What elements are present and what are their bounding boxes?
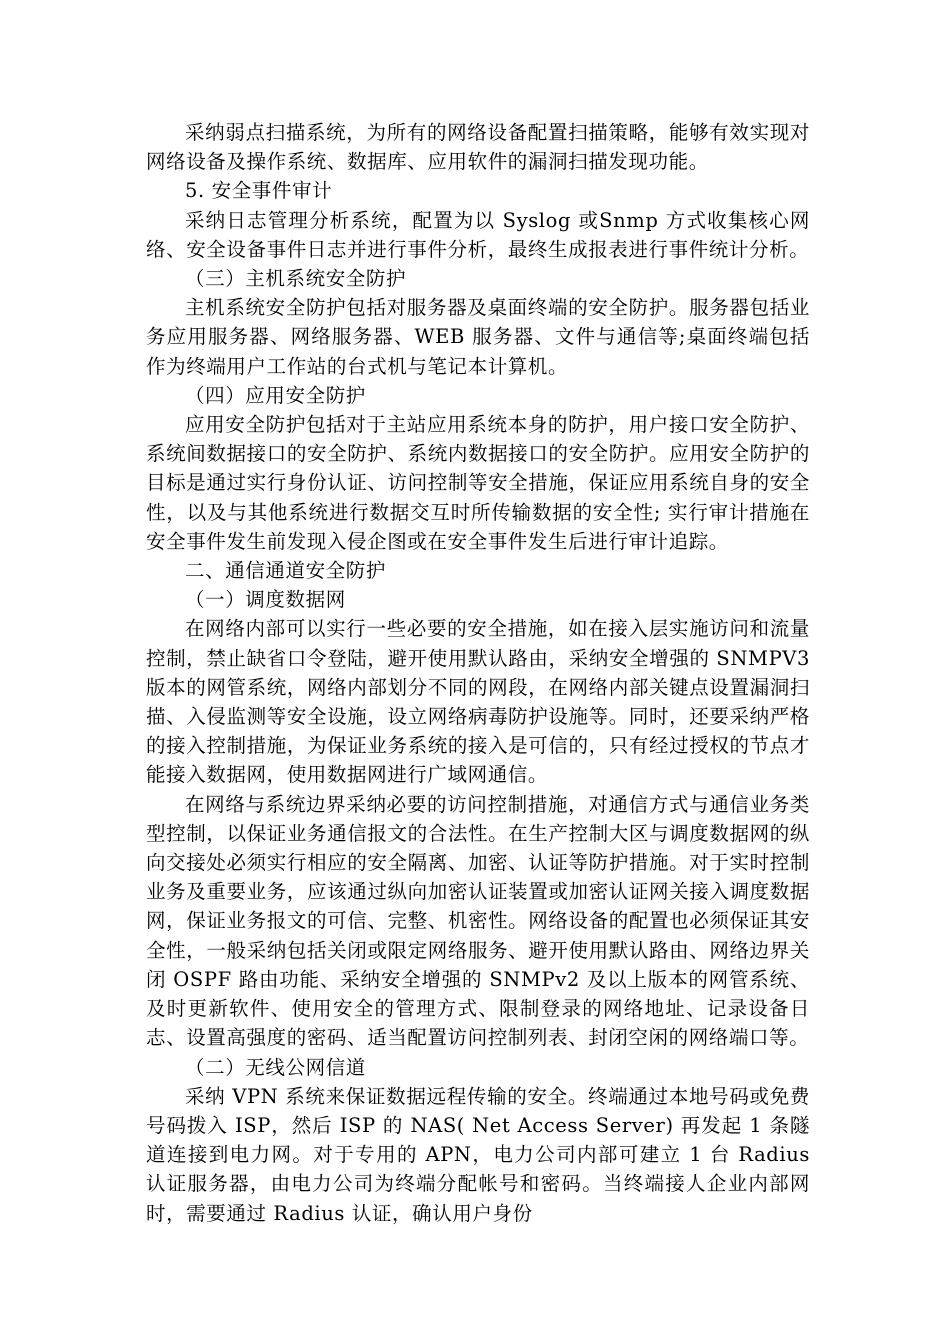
- heading-app-security: （四）应用安全防护: [185, 383, 366, 407]
- paragraph-vuln-scan: 采纳弱点扫描系统，为所有的网络设备配置扫描策略，能够有效实现对网络设备及操作系统、数据库、应用软件的漏洞扫描发现功能。: [146, 121, 810, 174]
- heading-wireless-channel: （二）无线公网信道: [185, 1055, 366, 1079]
- heading-dispatch-network: （一）调度数据网: [185, 588, 346, 612]
- paragraph-app-security: 应用安全防护包括对于主站应用系统本身的防护，用户接口安全防护、系统间数据接口的安全防护、系统内数据接口的安全防护。应用安全防护的目标是通过实行身份认证、访问控制等安全措施，保证应用系统自身的安全性，以及与其他系统进行数据交互时所传输数据的安全性; 实行审计措施在安全事件发生前发现入侵企图或在安全事件发生后进行审计追踪。: [146, 413, 810, 553]
- heading-host-security: （三）主机系统安全防护: [185, 267, 407, 291]
- heading-channel-security: 二、通信通道安全防护: [185, 559, 387, 583]
- heading-security-audit: 5. 安全事件审计: [185, 179, 333, 203]
- paragraph-host-security: 主机系统安全防护包括对服务器及桌面终端的安全防护。服务器包括业务应用服务器、网络服务器、WEB 服务器、文件与通信等;桌面终端包括作为终端用户工作站的台式机与笔记本计算机。: [146, 296, 810, 378]
- paragraph-vpn: 采纳 VPN 系统来保证数据远程传输的安全。终端通过本地号码或免费号码拨入 ISP，然后 ISP 的 NAS( Net Access Server) 再发起 1 条隧道连接到电力网。对于专用的 APN，电力公司内部可建立 1 台 Radius 认证服务器，由电力公司为终端分配帐号和密码。当终端接人企业内部网时，需要通过 Radius 认证，确认用户身份: [146, 1084, 810, 1225]
- paragraph-log-analysis: 采纳日志管理分析系统，配置为以 Syslog 或Snmp 方式收集核心网络、安全设备事件日志并进行事件分析，最终生成报表进行事件统计分析。: [146, 208, 810, 261]
- paragraph-boundary-control: 在网络与系统边界采纳必要的访问控制措施，对通信方式与通信业务类型控制，以保证业务通信报文的合法性。在生产控制大区与调度数据网的纵向交接处必须实行相应的安全隔离、加密、认证等防护措施。对于实时控制业务及重要业务，应该通过纵向加密认证装置或加密认证网关接入调度数据网，保证业务报文的可信、完整、机密性。网络设备的配置也必须保证其安全性，一般采纳包括关闭或限定网络服务、避开使用默认路由、网络边界关闭 OSPF 路由功能、采纳安全增强的 SNMPv2 及以上版本的网管系统、及时更新软件、使用安全的管理方式、限制登录的网络地址、记录设备日志、设置高强度的密码、适当配置访问控制列表、封闭空闲的网络端口等。: [146, 792, 810, 1050]
- paragraph-dispatch-network: 在网络内部可以实行一些必要的安全措施，如在接入层实施访问和流量控制，禁止缺省口令登陆，避开使用默认路由，采纳安全增强的 SNMPV3 版本的网管系统，网络内部划分不同的网段，在网络内部关键点设置漏洞扫描、入侵监测等安全设施，设立网络病毒防护设施等。同时，还要采纳严格的接入控制措施，为保证业务系统的接入是可信的，只有经过授权的节点才能接入数据网，使用数据网进行广域网通信。: [146, 617, 810, 787]
